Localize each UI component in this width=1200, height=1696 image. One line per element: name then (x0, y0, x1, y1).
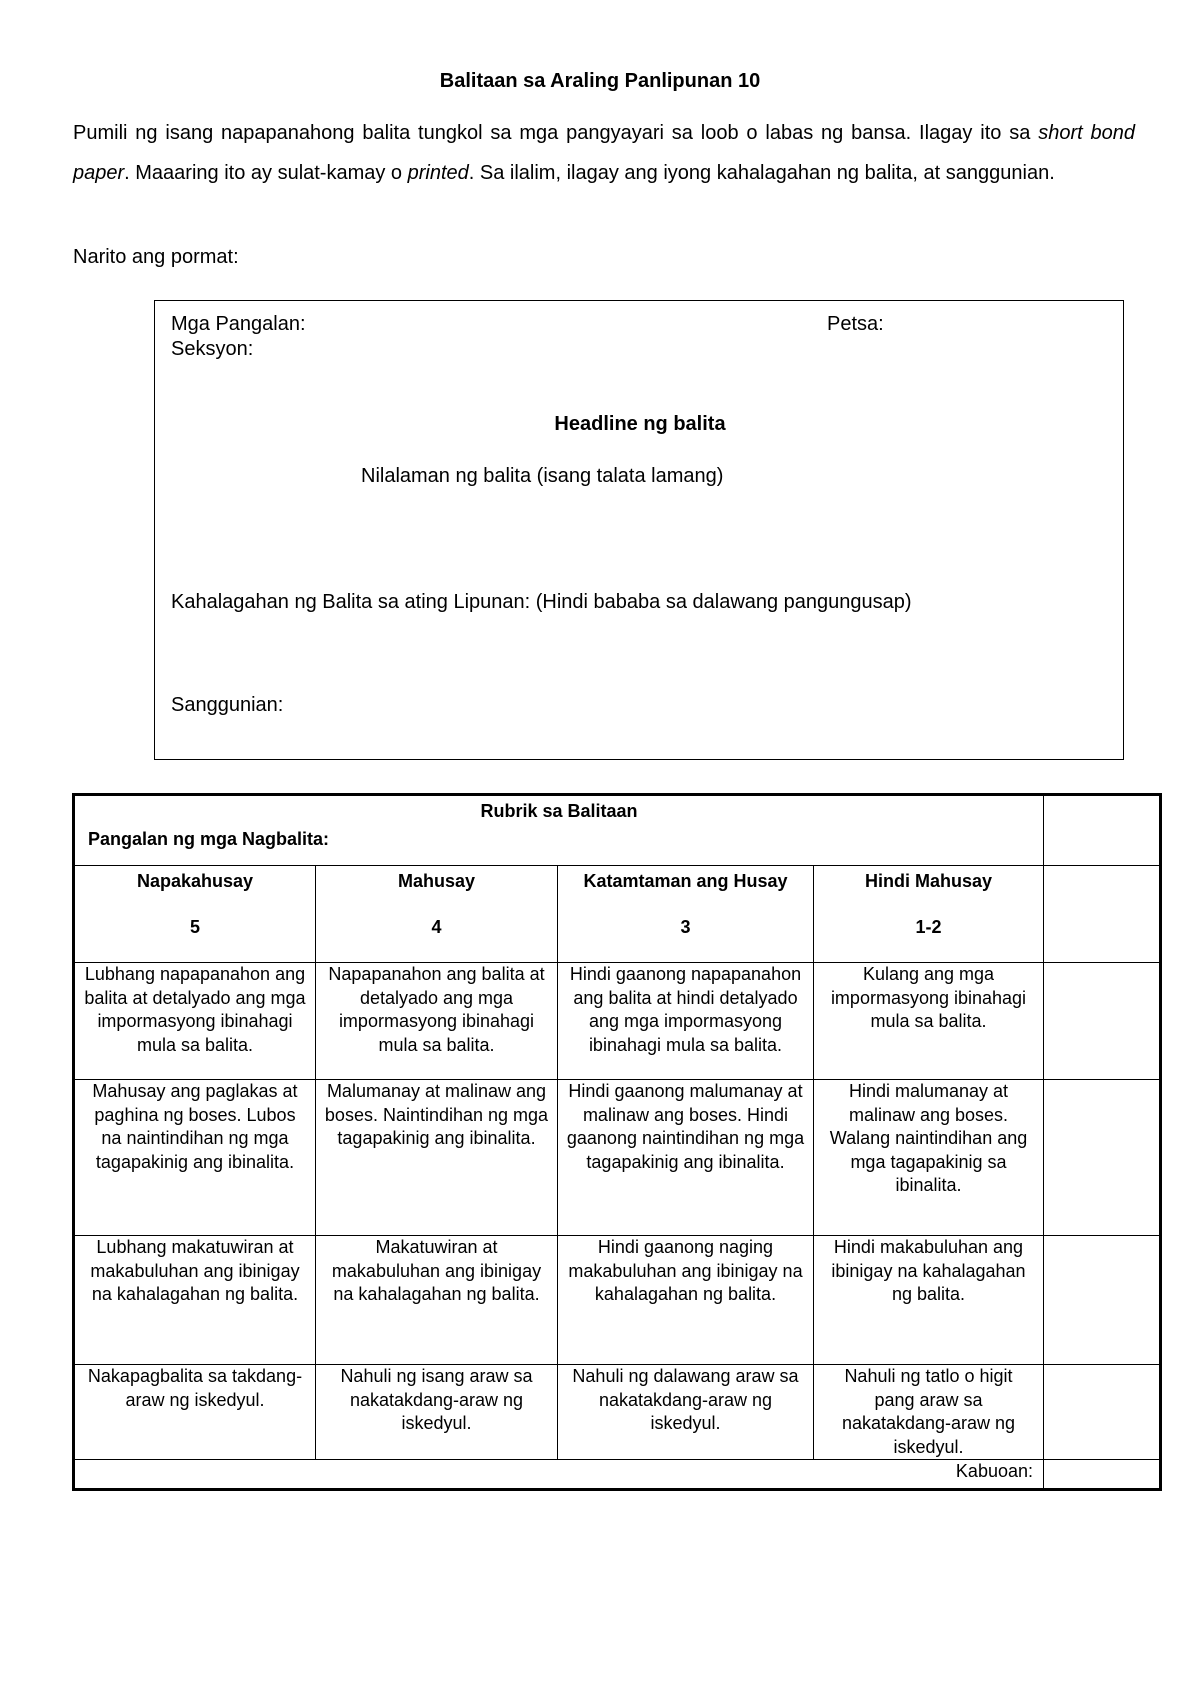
criteria-cell: Malumanay at malinaw ang boses. Naintindihan ng mga tagapakinig ang ibinalita. (316, 1080, 558, 1236)
level-name: Hindi Mahusay (864, 871, 993, 891)
level-name: Mahusay (397, 871, 476, 891)
format-label: Narito ang pormat: (73, 246, 239, 268)
headline-label: Headline ng balita (554, 413, 726, 435)
reporters-label: Pangalan ng mga Nagbalita: (88, 829, 330, 849)
rubric-title-cell (74, 795, 1044, 866)
score-cell (1044, 866, 1161, 963)
instructions-text-2: . Maaaring ito ay sulat-kamay o (124, 162, 408, 184)
criteria-row (74, 963, 1161, 1080)
score-cell (1044, 1080, 1161, 1236)
score-cell (1044, 963, 1161, 1080)
level-header (814, 866, 1044, 963)
instructions-italic-1: short bond paper (73, 122, 1136, 184)
criteria-cell: Napapanahon ang balita at detalyado ang mga impormasyong ibinahagi mula sa balita. (316, 963, 558, 1080)
level-header (558, 866, 814, 963)
content-label: Nilalaman ng balita (isang talata lamang) (361, 465, 724, 487)
criteria-cell: Nakapagbalita sa takdang-araw ng iskedyul. (74, 1365, 316, 1460)
score-column-header (1044, 795, 1161, 866)
level-name: Napakahusay (136, 871, 254, 891)
level-score: 4 (431, 916, 442, 937)
total-label: Kabuoan: (74, 1460, 1044, 1490)
importance-label: Kahalagahan ng Balita sa ating Lipunan: (Hindi bababa sa dalawang pangungusap) (171, 591, 912, 613)
criteria-cell: Nahuli ng tatlo o higit pang araw sa nakatakdang-araw ng iskedyul. (814, 1365, 1044, 1460)
criteria-cell: Lubhang napapanahon ang balita at detalyado ang mga impormasyong ibinahagi mula sa balita. (74, 963, 316, 1080)
criteria-cell: Makatuwiran at makabuluhan ang ibinigay na kahalagahan ng balita. (316, 1236, 558, 1365)
level-header (74, 866, 316, 963)
criteria-row (74, 1236, 1161, 1365)
criteria-cell: Hindi malumanay at malinaw ang boses. Walang naintindihan ang mga tagapakinig sa ibinalita. (814, 1080, 1044, 1236)
instructions-text-1: Pumili ng isang napapanahong balita tungkol sa mga pangyayari sa loob o labas ng bansa. Ilagay ito sa (73, 122, 1039, 144)
criteria-cell: Kulang ang mga impormasyong ibinahagi mula sa balita. (814, 963, 1044, 1080)
date-label: Petsa: (827, 313, 884, 335)
rubric-table (72, 793, 1162, 1491)
criteria-cell: Mahusay ang paglakas at paghina ng boses. Lubos na naintindihan ng mga tagapakinig ang ibinalita. (74, 1080, 316, 1236)
score-cell (1044, 1365, 1161, 1460)
score-cell (1044, 1236, 1161, 1365)
level-score: 1-2 (915, 916, 942, 937)
criteria-cell: Hindi gaanong malumanay at malinaw ang boses. Hindi gaanong naintindihan ng mga tagapakinig ang ibinalita. (558, 1080, 814, 1236)
criteria-cell: Nahuli ng isang araw sa nakatakdang-araw ng iskedyul. (316, 1365, 558, 1460)
level-name: Katamtaman ang Husay (583, 871, 788, 891)
rubric-header-row (74, 795, 1161, 866)
rubric-title: Rubrik sa Balitaan (480, 801, 638, 821)
criteria-cell: Lubhang makatuwiran at makabuluhan ang ibinigay na kahalagahan ng balita. (74, 1236, 316, 1365)
level-score: 3 (680, 916, 691, 937)
criteria-cell: Hindi gaanong naging makabuluhan ang ibinigay na kahalagahan ng balita. (558, 1236, 814, 1365)
names-label: Mga Pangalan: (171, 313, 306, 335)
section-label: Seksyon: (171, 338, 254, 360)
total-row (74, 1460, 1161, 1490)
level-score: 5 (189, 916, 200, 937)
instructions-paragraph (73, 113, 1135, 193)
levels-row (74, 866, 1161, 963)
document-title: Balitaan sa Araling Panlipunan 10 (439, 70, 761, 92)
instructions-italic-2: printed (407, 162, 469, 184)
references-label: Sanggunian: (171, 694, 284, 716)
format-template-box (154, 300, 1124, 760)
criteria-row (74, 1080, 1161, 1236)
criteria-cell: Hindi gaanong napapanahon ang balita at hindi detalyado ang mga impormasyong ibinahagi mula sa balita. (558, 963, 814, 1080)
instructions-text-3: . Sa ilalim, ilagay ang iyong kahalagahan ng balita, at sanggunian. (468, 162, 1055, 184)
criteria-cell: Hindi makabuluhan ang ibinigay na kahalagahan ng balita. (814, 1236, 1044, 1365)
total-score-cell (1044, 1460, 1161, 1490)
criteria-row (74, 1365, 1161, 1460)
criteria-cell: Nahuli ng dalawang araw sa nakatakdang-araw ng iskedyul. (558, 1365, 814, 1460)
level-header (316, 866, 558, 963)
